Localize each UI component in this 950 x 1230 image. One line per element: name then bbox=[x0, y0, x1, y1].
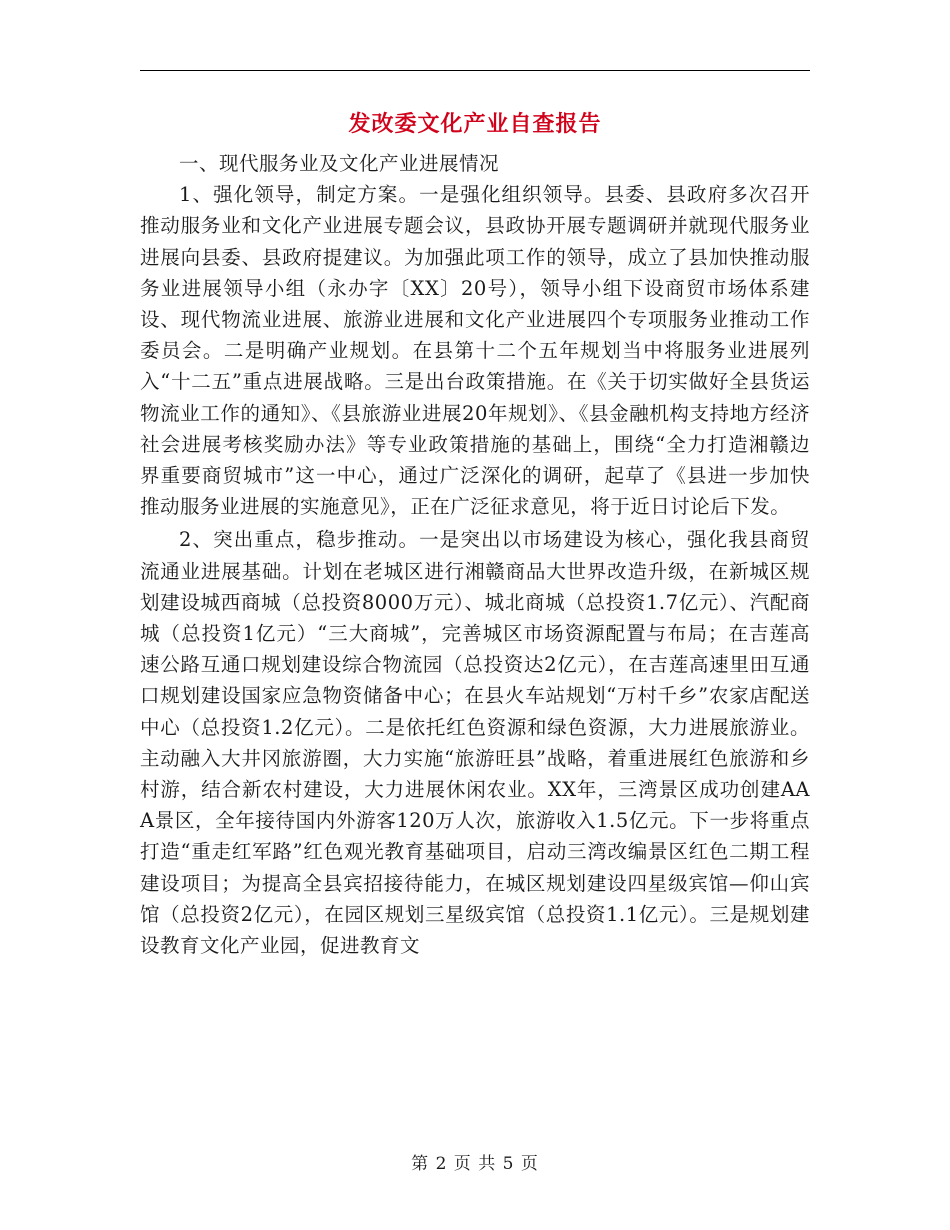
document-body bbox=[140, 148, 810, 961]
section-heading: 一、现代服务业及文化产业进展情况 bbox=[179, 152, 500, 175]
paragraph-2: 2、突出重点，稳步推动。一是突出以市场建设为核心，强化我县商贸流通业进展基础。计划在老城区进行湘赣商品大世界改造升级，在新城区规划建设城西商城（总投资8000万元）、城北商城（总投资1.7亿元）、汽配商城（总投资1亿元）“三大商城”，完善城区市场资源配置与布局；在吉莲高速公路互通口规划建设综合物流园（总投资达2亿元），在吉莲高速里田互通口规划建设国家应急物资储备中心；在县火车站规划“万村千乡”农家店配送中心（总投资1.2亿元）。二是依托红色资源和绿色资源，大力进展旅游业。主动融入大井冈旅游圈，大力实施“旅游旺县”战略，着重进展红色旅游和乡村游，结合新农村建设，大力进展休闲农业。XX年，三湾景区成功创建AAA景区，全年接待国内外游客120万人次，旅游收入1.5亿元。下一步将重点打造“重走红军路”红色观光教育基础项目，启动三湾改编景区红色二期工程建设项目；为提高全县宾招接待能力，在城区规划建设四星级宾馆—仰山宾馆（总投资2亿元），在园区规划三星级宾馆（总投资1.1亿元）。三是规划建设教育文化产业园，促进教育文 bbox=[140, 528, 810, 958]
page-footer: 第 2 页 共 5 页 bbox=[411, 1154, 539, 1174]
paragraph-1: 1、强化领导，制定方案。一是强化组织领导。县委、县政府多次召开推动服务业和文化产业进展专题会议，县政协开展专题调研并就现代服务业进展向县委、县政府提建议。为加强此项工作的领导，成立了县加快推动服务业进展领导小组（永办字〔XX〕20号），领导小组下设商贸市场体系建设、现代物流业进展、旅游业进展和文化产业进展四个专项服务业推动工作委员会。二是明确产业规划。在县第十二个五年规划当中将服务业进展列入“十二五”重点进展战略。三是出台政策措施。在《关于切实做好全县货运物流业工作的通知》、《县旅游业进展20年规划》、《县金融机构支持地方经济社会进展考核奖励办法》等专业政策措施的基础上，围绕“全力打造湘赣边界重要商贸城市”这一中心，通过广泛深化的调研，起草了《县进一步加快推动服务业进展的实施意见》，正在广泛征求意见，将于近日讨论后下发。 bbox=[140, 183, 810, 519]
document-title: 发改委文化产业自查报告 bbox=[348, 111, 602, 137]
header-rule bbox=[140, 70, 810, 71]
